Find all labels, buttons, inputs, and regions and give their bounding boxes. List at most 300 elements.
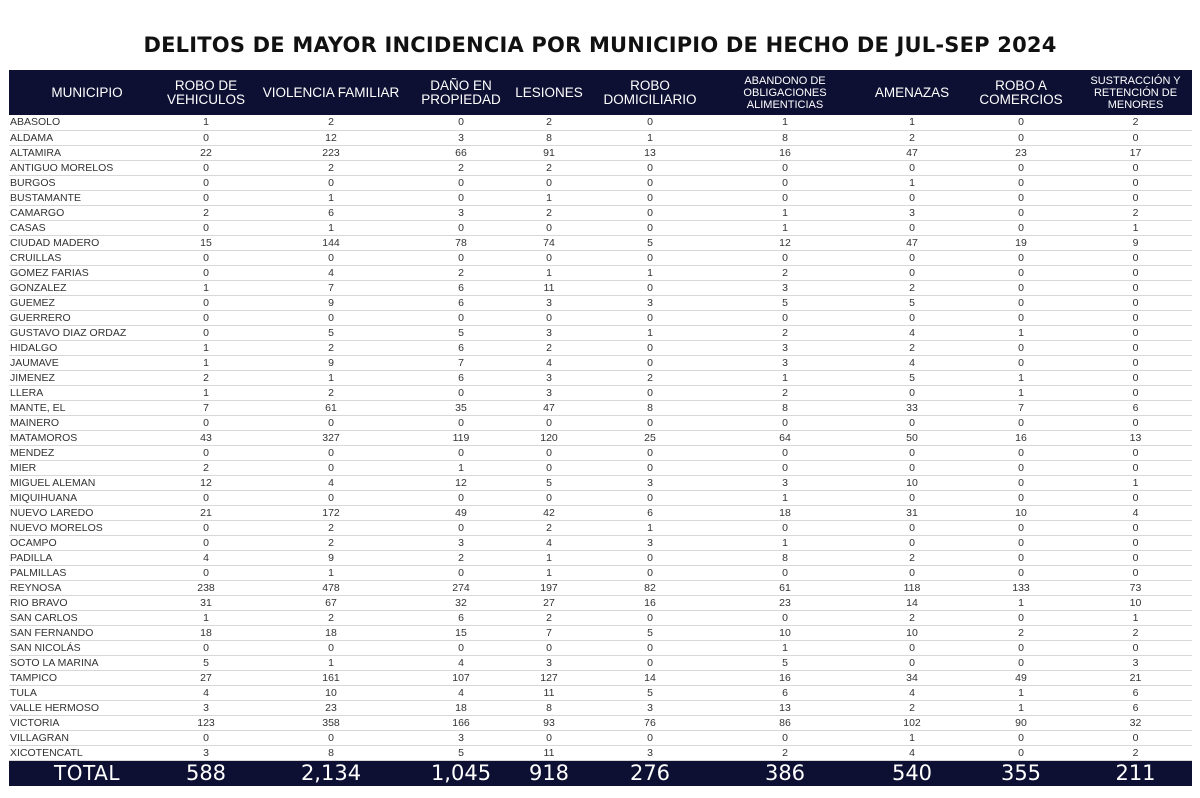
table-cell: 0: [709, 610, 861, 625]
table-row: [9, 745, 1192, 760]
table-cell: 4: [165, 550, 247, 565]
table-cell: 5: [507, 475, 591, 490]
table-row: [9, 490, 1192, 505]
page-title: DELITOS DE MAYOR INCIDENCIA POR MUNICIPIO DE HECHO DE JUL-SEP 2024: [143, 33, 1057, 57]
table-cell: 0: [415, 310, 507, 325]
table-cell: 274: [415, 580, 507, 595]
table-cell: 0: [963, 115, 1079, 130]
municipio-name: SAN FERNANDO: [9, 625, 165, 640]
table-cell: 0: [963, 415, 1079, 430]
table-cell: 0: [165, 445, 247, 460]
table-cell: 0: [861, 250, 963, 265]
table-cell: 11: [507, 685, 591, 700]
table-cell: 5: [415, 745, 507, 760]
table-cell: 0: [247, 415, 415, 430]
table-cell: 6: [1079, 685, 1192, 700]
table-cell: 478: [247, 580, 415, 595]
table-cell: 3: [591, 475, 709, 490]
table-cell: 3: [415, 730, 507, 745]
table-cell: 0: [507, 445, 591, 460]
municipio-name: TULA: [9, 685, 165, 700]
table-cell: 1: [709, 115, 861, 130]
table-cell: 0: [507, 460, 591, 475]
table-cell: 17: [1079, 145, 1192, 160]
table-cell: 0: [415, 190, 507, 205]
table-row: [9, 145, 1192, 160]
table-cell: 0: [1079, 280, 1192, 295]
table-cell: 6: [1079, 700, 1192, 715]
table-cell: 1: [165, 280, 247, 295]
table-cell: 0: [963, 520, 1079, 535]
table-cell: 32: [415, 595, 507, 610]
table-cell: 49: [963, 670, 1079, 685]
table-row: [9, 730, 1192, 745]
municipio-name: HIDALGO: [9, 340, 165, 355]
table-cell: 6: [1079, 400, 1192, 415]
table-cell: 0: [1079, 265, 1192, 280]
table-cell: 0: [709, 445, 861, 460]
table-row: [9, 505, 1192, 520]
table-cell: 0: [591, 205, 709, 220]
table-cell: 90: [963, 715, 1079, 730]
table-cell: 10: [1079, 595, 1192, 610]
table-cell: 2: [861, 700, 963, 715]
table-cell: 327: [247, 430, 415, 445]
table-row: [9, 460, 1192, 475]
table-cell: 0: [507, 490, 591, 505]
table-cell: 73: [1079, 580, 1192, 595]
table-cell: 13: [591, 145, 709, 160]
table-cell: 0: [861, 520, 963, 535]
table-cell: 0: [165, 325, 247, 340]
table-cell: 0: [1079, 250, 1192, 265]
municipio-name: ANTIGUO MORELOS: [9, 160, 165, 175]
table-cell: 0: [963, 445, 1079, 460]
table-cell: 7: [963, 400, 1079, 415]
table-cell: 144: [247, 235, 415, 250]
table-cell: 3: [861, 205, 963, 220]
table-cell: 2: [247, 160, 415, 175]
table-row: [9, 625, 1192, 640]
table-cell: 23: [709, 595, 861, 610]
table-row: [9, 190, 1192, 205]
table-cell: 0: [591, 355, 709, 370]
table-cell: 0: [963, 250, 1079, 265]
table-cell: 23: [963, 145, 1079, 160]
table-row: [9, 700, 1192, 715]
table-cell: 18: [165, 625, 247, 640]
table-cell: 4: [415, 685, 507, 700]
table-cell: 7: [247, 280, 415, 295]
table-cell: 0: [415, 115, 507, 130]
table-cell: 1: [165, 385, 247, 400]
table-cell: 16: [963, 430, 1079, 445]
municipio-name: SOTO LA MARINA: [9, 655, 165, 670]
table-cell: 0: [709, 520, 861, 535]
table-cell: 0: [591, 220, 709, 235]
table-cell: 31: [861, 505, 963, 520]
table-cell: 4: [507, 535, 591, 550]
table-cell: 3: [591, 295, 709, 310]
table-cell: 8: [709, 130, 861, 145]
table-cell: 0: [415, 220, 507, 235]
table-cell: 21: [1079, 670, 1192, 685]
table-cell: 5: [165, 655, 247, 670]
table-cell: 3: [507, 325, 591, 340]
municipio-name: REYNOSA: [9, 580, 165, 595]
table-cell: 0: [1079, 355, 1192, 370]
table-cell: 8: [247, 745, 415, 760]
table-cell: 0: [709, 310, 861, 325]
table-cell: 12: [709, 235, 861, 250]
total-cell: 918: [528, 761, 570, 786]
table-cell: 0: [1079, 310, 1192, 325]
table-cell: 0: [507, 310, 591, 325]
table-cell: 5: [247, 325, 415, 340]
column-header-robo-comercios: ROBO A COMERCIOS: [979, 77, 1063, 107]
table-cell: 42: [507, 505, 591, 520]
table-cell: 19: [963, 235, 1079, 250]
table-row: [9, 235, 1192, 250]
table-row: [9, 115, 1192, 130]
table-cell: 5: [861, 295, 963, 310]
column-header-dano-propiedad: DAÑO EN PROPIEDAD: [421, 77, 501, 107]
table-cell: 0: [963, 205, 1079, 220]
column-header-lesiones: LESIONES: [515, 84, 583, 100]
table-cell: 5: [591, 625, 709, 640]
table-row: [9, 160, 1192, 175]
table-cell: 1: [963, 370, 1079, 385]
table-cell: 2: [1079, 625, 1192, 640]
table-cell: 0: [165, 415, 247, 430]
table-cell: 0: [591, 175, 709, 190]
table-cell: 0: [591, 385, 709, 400]
table-row: [9, 640, 1192, 655]
table-cell: 0: [1079, 130, 1192, 145]
table-cell: 4: [415, 655, 507, 670]
table-cell: 0: [591, 610, 709, 625]
table-cell: 13: [709, 700, 861, 715]
table-cell: 3: [415, 130, 507, 145]
table-cell: 0: [165, 130, 247, 145]
municipio-name: RIO BRAVO: [9, 595, 165, 610]
table-cell: 0: [591, 490, 709, 505]
table-cell: 16: [591, 595, 709, 610]
table-cell: 43: [165, 430, 247, 445]
table-cell: 13: [1079, 430, 1192, 445]
table-cell: 7: [507, 625, 591, 640]
table-cell: 2: [709, 325, 861, 340]
table-cell: 0: [507, 640, 591, 655]
table-row: [9, 550, 1192, 565]
table-cell: 1: [247, 370, 415, 385]
table-cell: 0: [963, 175, 1079, 190]
table-row: [9, 400, 1192, 415]
municipio-name: MIQUIHUANA: [9, 490, 165, 505]
table-cell: 0: [861, 310, 963, 325]
table-cell: 0: [415, 490, 507, 505]
table-cell: 0: [861, 385, 963, 400]
table-cell: 0: [963, 745, 1079, 760]
table-cell: 93: [507, 715, 591, 730]
table-cell: 0: [963, 340, 1079, 355]
table-cell: 0: [591, 640, 709, 655]
table-row: [9, 535, 1192, 550]
table-cell: 0: [1079, 490, 1192, 505]
table-cell: 238: [165, 580, 247, 595]
table-cell: 107: [415, 670, 507, 685]
table-cell: 3: [507, 295, 591, 310]
municipio-name: JIMENEZ: [9, 370, 165, 385]
municipio-name: MIER: [9, 460, 165, 475]
table-cell: 3: [165, 700, 247, 715]
table-cell: 0: [963, 265, 1079, 280]
table-cell: 0: [591, 310, 709, 325]
table-cell: 6: [247, 205, 415, 220]
table-cell: 0: [861, 565, 963, 580]
table-cell: 0: [1079, 340, 1192, 355]
table-cell: 4: [165, 685, 247, 700]
table-cell: 0: [963, 655, 1079, 670]
table-cell: 2: [709, 385, 861, 400]
table-cell: 14: [591, 670, 709, 685]
column-header-sustraccion-menores: SUSTRACCIÓN Y RETENCIÓN DE MENORES: [1090, 74, 1181, 111]
municipio-name: MIGUEL ALEMAN: [9, 475, 165, 490]
municipio-name: ALTAMIRA: [9, 145, 165, 160]
table-cell: 0: [247, 730, 415, 745]
table-cell: 2: [165, 460, 247, 475]
table-cell: 0: [415, 520, 507, 535]
table-cell: 0: [247, 310, 415, 325]
table-cell: 1: [247, 220, 415, 235]
table-cell: 2: [415, 550, 507, 565]
table-row: [9, 430, 1192, 445]
table-cell: 11: [507, 745, 591, 760]
table-cell: 2: [247, 520, 415, 535]
table-cell: 4: [861, 745, 963, 760]
table-cell: 18: [247, 625, 415, 640]
table-cell: 4: [861, 355, 963, 370]
table-cell: 8: [591, 400, 709, 415]
table-cell: 0: [1079, 370, 1192, 385]
table-cell: 0: [591, 340, 709, 355]
municipio-name: VILLAGRAN: [9, 730, 165, 745]
table-cell: 10: [709, 625, 861, 640]
table-cell: 1: [415, 460, 507, 475]
table-cell: 12: [165, 475, 247, 490]
municipio-name: LLERA: [9, 385, 165, 400]
table-cell: 1: [963, 685, 1079, 700]
table-cell: 27: [507, 595, 591, 610]
table-row: [9, 370, 1192, 385]
table-cell: 2: [709, 265, 861, 280]
table-cell: 0: [1079, 295, 1192, 310]
table-cell: 0: [963, 610, 1079, 625]
table-cell: 8: [507, 130, 591, 145]
table-cell: 22: [165, 145, 247, 160]
table-cell: 197: [507, 580, 591, 595]
table-row: [9, 325, 1192, 340]
table-cell: 4: [1079, 505, 1192, 520]
table-cell: 0: [591, 115, 709, 130]
table-cell: 0: [1079, 460, 1192, 475]
table-cell: 6: [415, 370, 507, 385]
table-cell: 31: [165, 595, 247, 610]
table-row: [9, 580, 1192, 595]
column-header-amenazas: AMENAZAS: [874, 84, 950, 100]
table-cell: 9: [247, 355, 415, 370]
table-cell: 2: [507, 610, 591, 625]
table-cell: 0: [963, 355, 1079, 370]
table-cell: 0: [415, 445, 507, 460]
table-cell: 0: [507, 175, 591, 190]
table-cell: 9: [247, 295, 415, 310]
table-cell: 82: [591, 580, 709, 595]
table-row: [9, 280, 1192, 295]
table-row: [9, 475, 1192, 490]
total-cell: 386: [764, 761, 806, 786]
table-cell: 0: [709, 250, 861, 265]
table-cell: 0: [165, 535, 247, 550]
table-cell: 18: [415, 700, 507, 715]
table-cell: 0: [591, 280, 709, 295]
table-cell: 0: [165, 265, 247, 280]
table-cell: 1: [507, 265, 591, 280]
table-cell: 0: [591, 415, 709, 430]
table-cell: 2: [247, 340, 415, 355]
table-cell: 0: [165, 730, 247, 745]
table-row: [9, 670, 1192, 685]
table-header-row: [9, 70, 1192, 115]
table-row: [9, 595, 1192, 610]
table-row: [9, 610, 1192, 625]
table-cell: 2: [1079, 745, 1192, 760]
table-cell: 0: [591, 160, 709, 175]
table-cell: 2: [247, 115, 415, 130]
table-cell: 16: [709, 145, 861, 160]
table-row: [9, 385, 1192, 400]
table-cell: 2: [861, 340, 963, 355]
table-cell: 1: [709, 220, 861, 235]
table-cell: 0: [507, 220, 591, 235]
municipio-name: NUEVO LAREDO: [9, 505, 165, 520]
table-cell: 0: [591, 565, 709, 580]
table-cell: 1: [247, 565, 415, 580]
municipio-name: BUSTAMANTE: [9, 190, 165, 205]
table-cell: 4: [247, 265, 415, 280]
table-cell: 0: [861, 640, 963, 655]
table-cell: 0: [861, 535, 963, 550]
table-row: [9, 445, 1192, 460]
table-cell: 0: [165, 310, 247, 325]
table-cell: 0: [709, 565, 861, 580]
table-cell: 0: [709, 415, 861, 430]
table-cell: 1: [247, 655, 415, 670]
table-cell: 358: [247, 715, 415, 730]
table-cell: 1: [591, 325, 709, 340]
table-cell: 1: [247, 190, 415, 205]
table-cell: 0: [1079, 190, 1192, 205]
table-cell: 0: [1079, 175, 1192, 190]
table-cell: 3: [507, 655, 591, 670]
table-cell: 27: [165, 670, 247, 685]
table-cell: 6: [415, 280, 507, 295]
municipio-name: PALMILLAS: [9, 565, 165, 580]
table-row: [9, 205, 1192, 220]
municipio-name: GONZALEZ: [9, 280, 165, 295]
table-cell: 9: [247, 550, 415, 565]
table-cell: 0: [861, 220, 963, 235]
table-row: [9, 175, 1192, 190]
municipio-name: ALDAMA: [9, 130, 165, 145]
table-cell: 3: [709, 475, 861, 490]
table-cell: 4: [507, 355, 591, 370]
table-cell: 34: [861, 670, 963, 685]
table-cell: 1: [963, 595, 1079, 610]
table-cell: 0: [507, 250, 591, 265]
table-cell: 3: [507, 385, 591, 400]
table-cell: 6: [415, 610, 507, 625]
municipio-name: OCAMPO: [9, 535, 165, 550]
table-cell: 0: [963, 190, 1079, 205]
municipio-name: CIUDAD MADERO: [9, 235, 165, 250]
table-cell: 2: [415, 160, 507, 175]
table-cell: 2: [507, 160, 591, 175]
municipio-name: GUEMEZ: [9, 295, 165, 310]
table-cell: 12: [247, 130, 415, 145]
table-cell: 6: [415, 340, 507, 355]
municipio-name: PADILLA: [9, 550, 165, 565]
table-cell: 0: [165, 190, 247, 205]
municipio-name: VICTORIA: [9, 715, 165, 730]
table-row: [9, 265, 1192, 280]
table-cell: 0: [591, 250, 709, 265]
table-cell: 0: [963, 310, 1079, 325]
table-cell: 47: [861, 235, 963, 250]
table-cell: 2: [591, 370, 709, 385]
table-cell: 2: [247, 535, 415, 550]
municipio-name: CASAS: [9, 220, 165, 235]
table-cell: 0: [963, 130, 1079, 145]
table-row: [9, 130, 1192, 145]
table-cell: 119: [415, 430, 507, 445]
total-cell: 540: [891, 761, 933, 786]
table-cell: 5: [415, 325, 507, 340]
table-cell: 0: [415, 175, 507, 190]
table-cell: 1: [591, 265, 709, 280]
table-cell: 1: [963, 700, 1079, 715]
table-cell: 0: [709, 175, 861, 190]
municipio-name: GOMEZ FARIAS: [9, 265, 165, 280]
table-cell: 47: [507, 400, 591, 415]
table-cell: 15: [165, 235, 247, 250]
total-row: [9, 760, 1192, 786]
table-cell: 0: [963, 460, 1079, 475]
table-cell: 5: [709, 295, 861, 310]
table-cell: 4: [861, 685, 963, 700]
table-cell: 67: [247, 595, 415, 610]
table-row: [9, 685, 1192, 700]
table-cell: 3: [1079, 655, 1192, 670]
total-cell: 276: [629, 761, 671, 786]
municipio-name: NUEVO MORELOS: [9, 520, 165, 535]
table-row: [9, 340, 1192, 355]
table-cell: 0: [165, 490, 247, 505]
table-cell: 1: [709, 490, 861, 505]
table-cell: 1: [165, 610, 247, 625]
table-cell: 23: [247, 700, 415, 715]
municipio-name: TAMPICO: [9, 670, 165, 685]
